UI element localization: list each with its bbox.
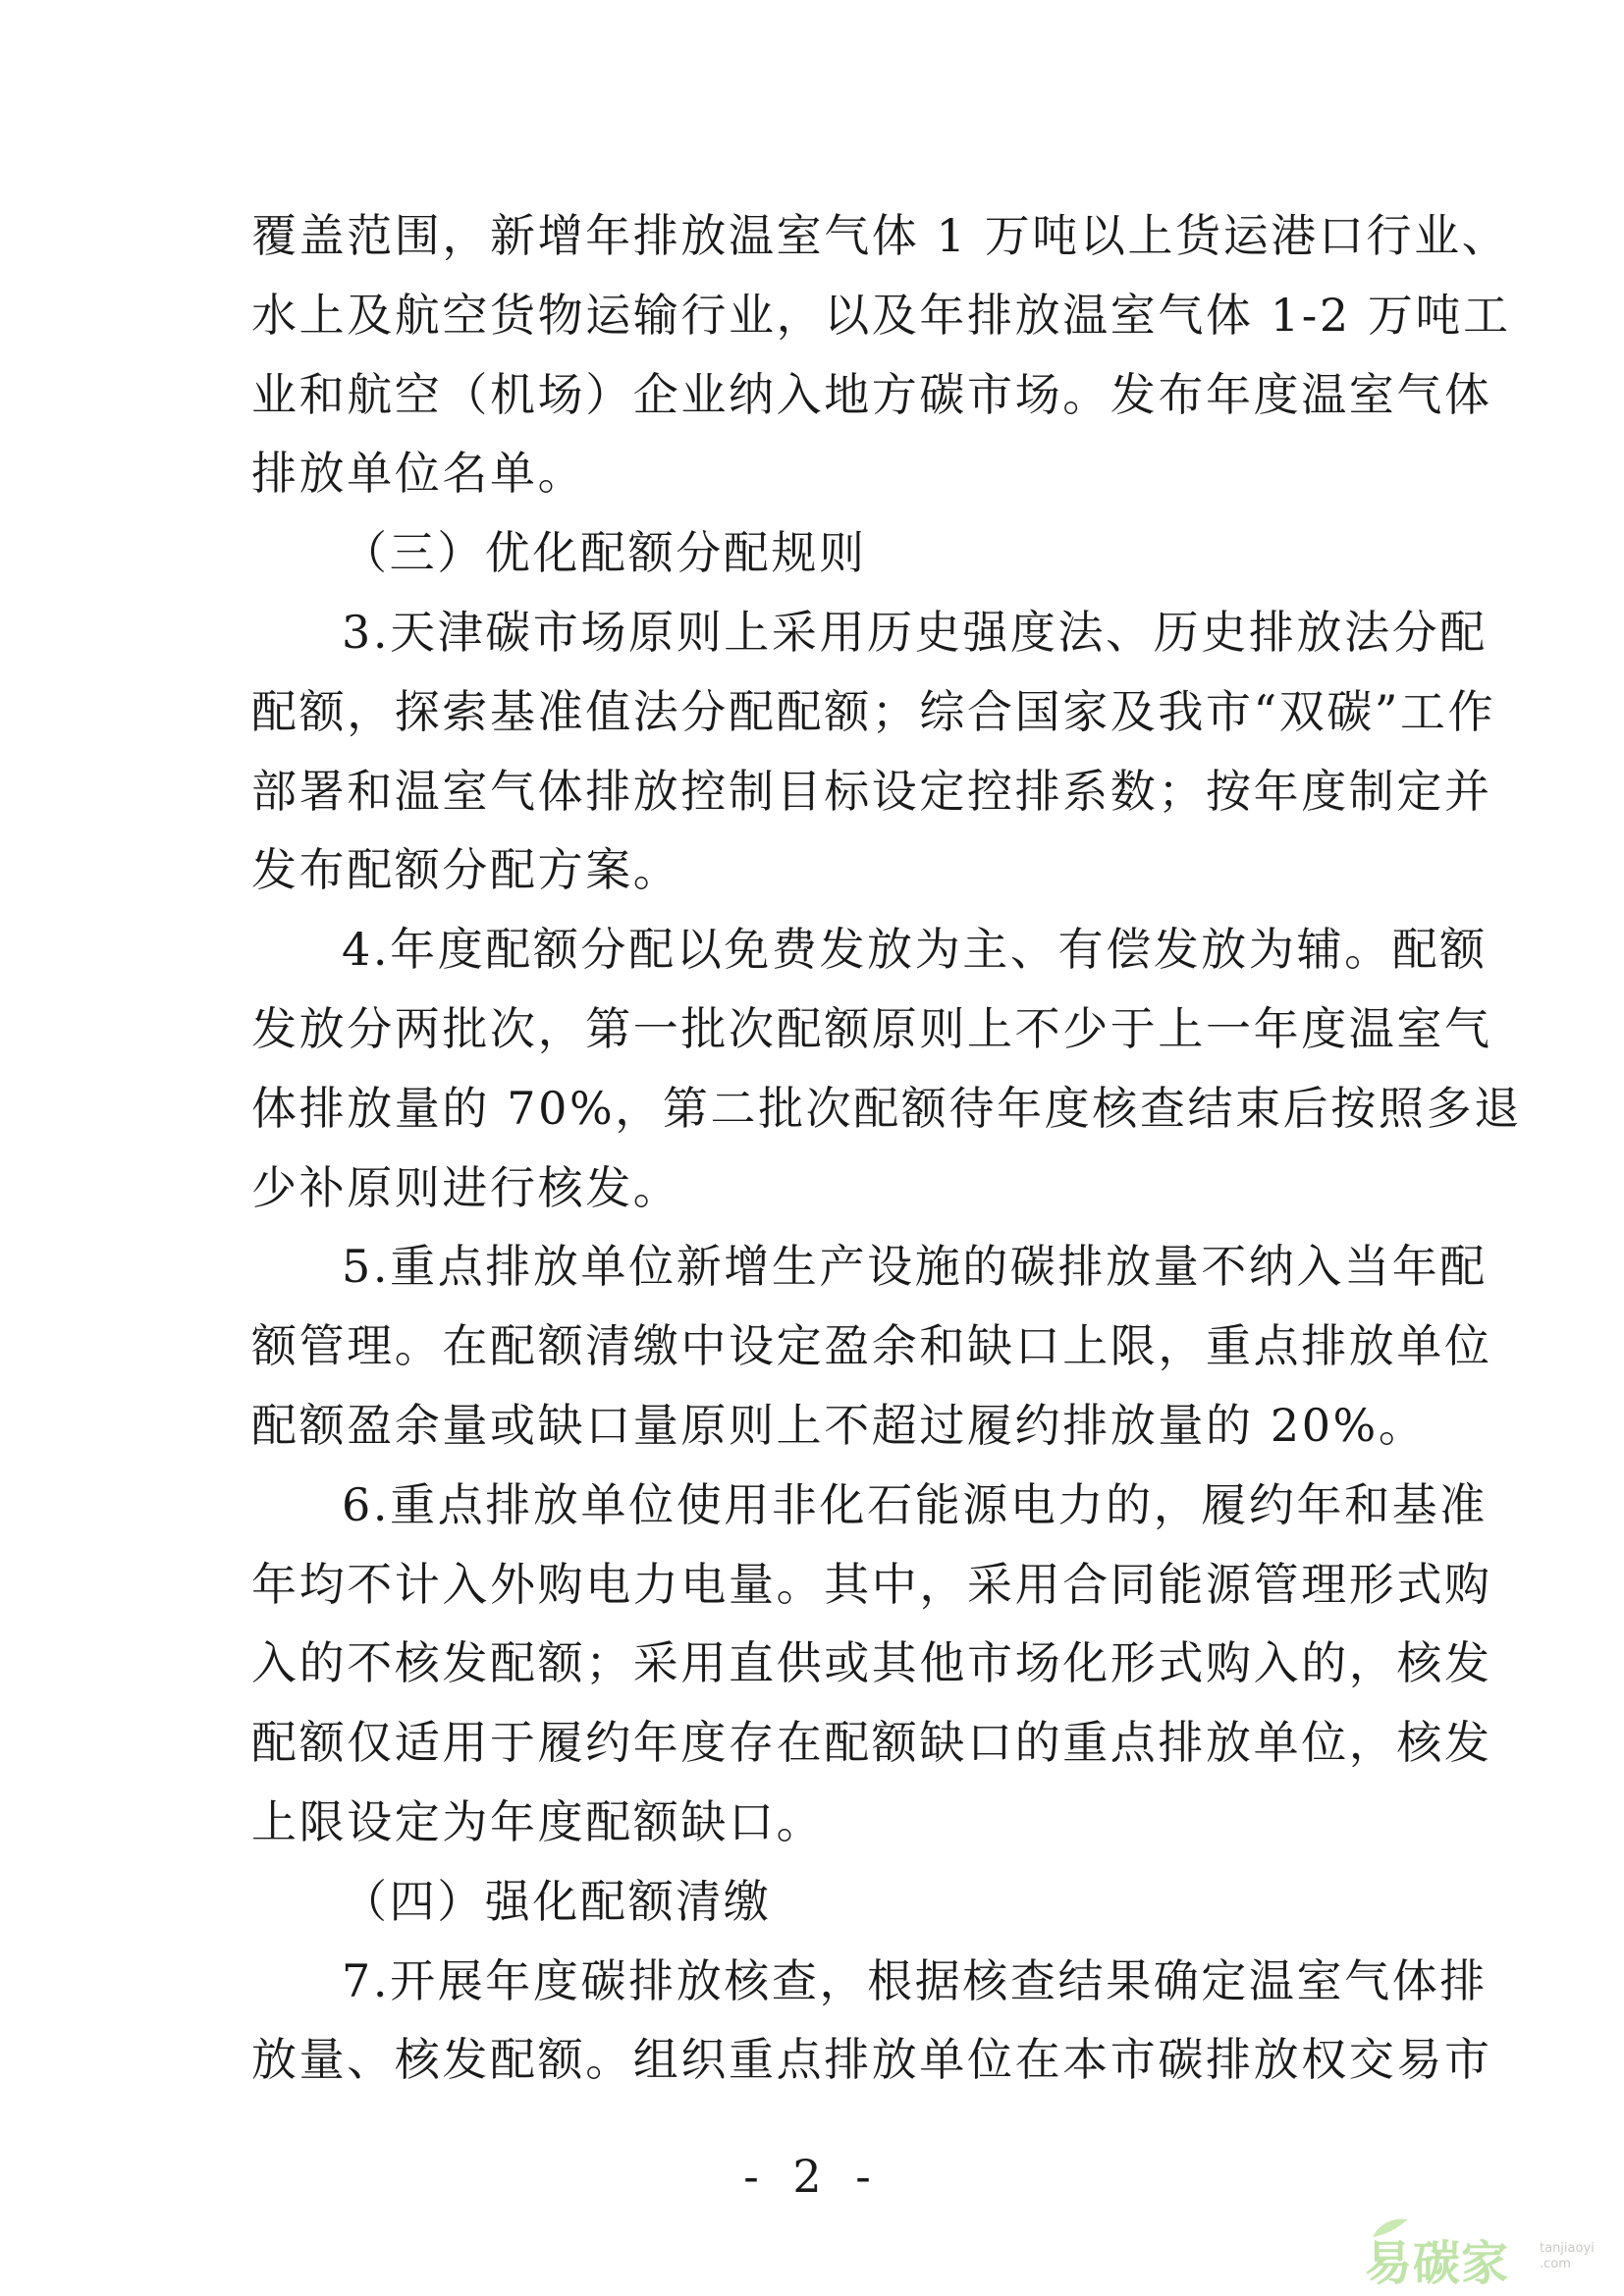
watermark-logo-text: 易碳家	[1365, 2236, 1510, 2291]
text-line: （四）强化配额清缴	[342, 1874, 772, 1928]
text-line: 少补原则进行核发。	[251, 1160, 681, 1214]
watermark-domain-line1: tanjiaoyi	[1540, 2241, 1595, 2256]
watermark-domain	[1540, 2241, 1595, 2272]
watermark-logo	[1365, 2223, 1538, 2291]
text-line: 额管理。在配额清缴中设定盈余和缺口上限，重点排放单位	[251, 1319, 1492, 1373]
text-line: 3.天津碳市场原则上采用历史强度法、历史排放法分配	[342, 605, 1488, 659]
text-line: 配额盈余量或缺口量原则上不超过履约排放量的 20%。	[251, 1398, 1427, 1452]
text-line: 放量、核发配额。组织重点排放单位在本市碳排放权交易市	[251, 2033, 1492, 2087]
text-line: 年均不计入外购电力电量。其中，采用合同能源管理形式购	[251, 1557, 1492, 1611]
text-line: 业和航空（机场）企业纳入地方碳市场。发布年度温室气体	[251, 367, 1492, 421]
text-line: 6.重点排放单位使用非化石能源电力的，履约年和基准	[342, 1477, 1488, 1531]
text-line: 配额仅适用于履约年度存在配额缺口的重点排放单位，核发	[251, 1716, 1492, 1770]
text-line: 配额，探索基准值法分配配额；综合国家及我市“双碳”工作	[251, 684, 1496, 738]
text-line: 发布配额分配方案。	[251, 843, 681, 897]
body-text	[251, 196, 1522, 2100]
text-line: 7.开展年度碳排放核查，根据核查结果确定温室气体排	[342, 1953, 1488, 2007]
text-line: 4.年度配额分配以免费发放为主、有偿发放为辅。配额	[342, 923, 1488, 977]
text-line: 覆盖范围，新增年排放温室气体 1 万吨以上货运港口行业、	[251, 209, 1510, 262]
text-line: 体排放量的 70%，第二批次配额待年度核查结束后按照多退	[251, 1081, 1522, 1135]
text-line: 水上及航空货物运输行业，以及年排放温室气体 1-2 万吨工	[251, 288, 1511, 342]
text-line: （三）优化配额分配规则	[342, 526, 867, 580]
text-line: 5.重点排放单位新增生产设施的碳排放量不纳入当年配	[342, 1240, 1488, 1294]
text-line: 上限设定为年度配额缺口。	[251, 1794, 825, 1848]
watermark	[1365, 2220, 1610, 2291]
text-line: 发放分两批次，第一批次配额原则上不少于上一年度温室气	[251, 1001, 1492, 1055]
watermark-domain-line2: .com	[1540, 2257, 1571, 2271]
text-line: 部署和温室气体排放控制目标设定控排系数；按年度制定并	[251, 764, 1492, 818]
page-number: - 2 -	[743, 2150, 881, 2203]
text-line: 入的不核发配额；采用直供或其他市场化形式购入的，核发	[251, 1636, 1492, 1690]
text-line: 排放单位名单。	[251, 447, 586, 501]
